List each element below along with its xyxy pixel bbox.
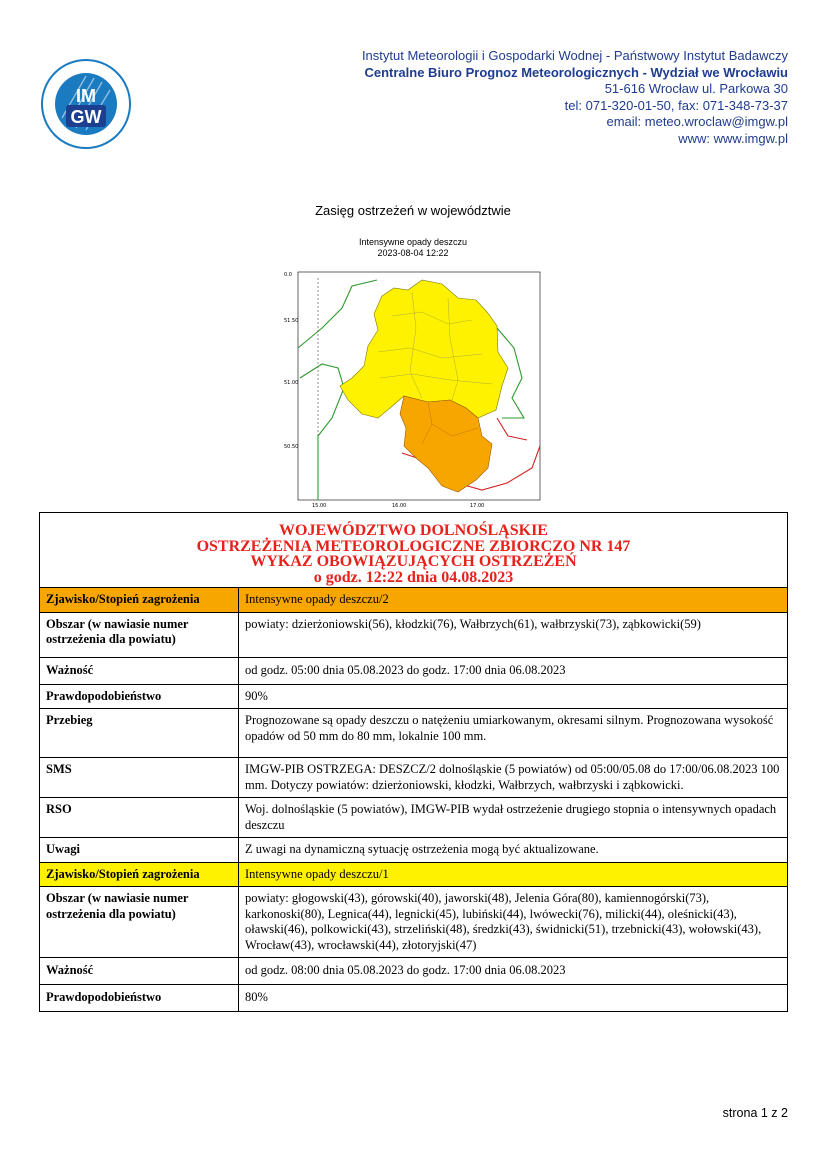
svg-text:GW: GW: [70, 107, 102, 127]
phenomenon-value: Intensywne opady deszczu/2: [239, 588, 788, 613]
page-number: strona 1 z 2: [722, 1106, 788, 1120]
rso-label: RSO: [40, 798, 239, 838]
probability-value: 90%: [239, 684, 788, 709]
probability-label: Prawdopodobieństwo: [40, 684, 239, 709]
table-row: [40, 758, 788, 798]
validity-label: Ważność: [40, 657, 239, 684]
table-row: [40, 709, 788, 758]
notes-label: Uwagi: [40, 838, 239, 863]
title-voivodeship: WOJEWÓDZTWO DOLNOŚLĄSKIE: [279, 522, 548, 539]
probability-value: 80%: [239, 985, 788, 1012]
map-lat-label: 50.50: [284, 444, 299, 450]
map-lon-label: 16.00: [392, 503, 407, 508]
area-value: powiaty: dzierżoniowski(56), kłodzki(76), Wałbrzych(61), wałbrzyski(73), ząbkowicki(59): [239, 612, 788, 657]
table-row: [40, 588, 788, 613]
area-label: Obszar (w nawiasie numer ostrzeżenia dla powiatu): [40, 887, 239, 958]
header-phone: tel: 071-320-01-50, fax: 071-348-73-37: [564, 97, 788, 113]
course-label: Przebieg: [40, 709, 239, 758]
title-bulletin: OSTRZEŻENIA METEOROLOGICZNE ZBIORCZO NR 147: [196, 537, 631, 555]
map-lat-label: 51.00: [284, 380, 299, 386]
validity-label: Ważność: [40, 958, 239, 985]
area-value: powiaty: głogowski(43), górowski(40), jaworski(48), Jelenia Góra(80), kamiennogórski(73), karkonoski(80), Legnica(44), legnicki(45), lubiński(44), lwówecki(76), milicki(44), oleśnicki(43), oławski(46), polkowicki(43), strzeliński(48), średzki(43), świdnicki(51), trzebnicki(43), wołowski(43), Wrocław(43), wrocławski(44), złotoryjski(47): [239, 887, 788, 958]
title-time: o godz. 12:22 dnia 04.08.2023: [313, 568, 514, 586]
table-row: [40, 657, 788, 684]
header-address: 51-616 Wrocław ul. Parkowa 30: [604, 81, 788, 96]
svg-text:IM: IM: [76, 86, 96, 106]
table-row: [40, 985, 788, 1012]
map-lon-label: 17.00: [470, 503, 485, 508]
notes-value: Z uwagi na dynamiczną sytuację ostrzeżenia mogą być aktualizowane.: [239, 838, 788, 863]
title-list: WYKAZ OBOWIĄZUJĄCYCH OSTRZEŻEŃ: [250, 553, 577, 570]
header-www: www: www.imgw.pl: [678, 130, 788, 146]
table-row: [40, 798, 788, 838]
table-row: [40, 838, 788, 863]
area-label: Obszar (w nawiasie numer ostrzeżenia dla powiatu): [40, 612, 239, 657]
table-row: [40, 612, 788, 657]
map-subtitle-date: 2023-08-04 12:22: [377, 248, 449, 258]
validity-value: od godz. 08:00 dnia 05.08.2023 do godz. 17:00 dnia 06.08.2023: [239, 958, 788, 985]
header-institute: Instytut Meteorologii i Gospodarki Wodnej - Państwowy Instytut Badawczy: [361, 48, 788, 63]
course-value: Prognozowane są opady deszczu o natężeniu umiarkowanym, okresami silnym. Prognozowana wysokość opadów od 50 mm do 80 mm, lokalnie 100 mm.: [239, 709, 788, 758]
document-title: [40, 513, 788, 588]
warnings-table: [39, 512, 788, 1012]
phenomenon-label: Zjawisko/Stopień zagrożenia: [40, 862, 239, 887]
table-row: [40, 887, 788, 958]
validity-value: od godz. 05:00 dnia 05.08.2023 do godz. 17:00 dnia 06.08.2023: [239, 657, 788, 684]
phenomenon-label: Zjawisko/Stopień zagrożenia: [40, 588, 239, 613]
imgw-logo: [40, 58, 132, 150]
map-lat-label: 51.50: [284, 318, 299, 324]
map-subtitle: [263, 237, 563, 259]
institute-header: [362, 48, 788, 147]
table-row: [40, 684, 788, 709]
sms-value: IMGW-PIB OSTRZEGA: DESZCZ/2 dolnośląskie (5 powiatów) od 05:00/05.08 do 17:00/06.08.2023 100 mm. Dotyczy powiatów: dzierżoniowski, kłodzki, Wałbrzych, wałbrzyski i ząbkowicki.: [239, 758, 788, 798]
header-email: email: meteo.wroclaw@imgw.pl: [606, 114, 788, 129]
map-title: Zasięg ostrzeżeń w województwie: [315, 203, 511, 218]
map-subtitle-phenomenon: Intensywne opady deszczu: [358, 237, 468, 247]
table-row: [40, 862, 788, 887]
header-department: Centralne Biuro Prognoz Meteorologicznych - Wydział we Wrocławiu: [364, 64, 788, 80]
probability-label: Prawdopodobieństwo: [40, 985, 239, 1012]
sms-label: SMS: [40, 758, 239, 798]
phenomenon-value: Intensywne opady deszczu/1: [239, 862, 788, 887]
table-row: [40, 958, 788, 985]
map-lon-label: 15.00: [312, 503, 327, 508]
map-lat-label: 0.0: [284, 272, 292, 278]
rso-value: Woj. dolnośląskie (5 powiatów), IMGW-PIB wydał ostrzeżenie drugiego stopnia o intensywnych opadach deszczu: [239, 798, 788, 838]
warning-map: [282, 268, 546, 508]
